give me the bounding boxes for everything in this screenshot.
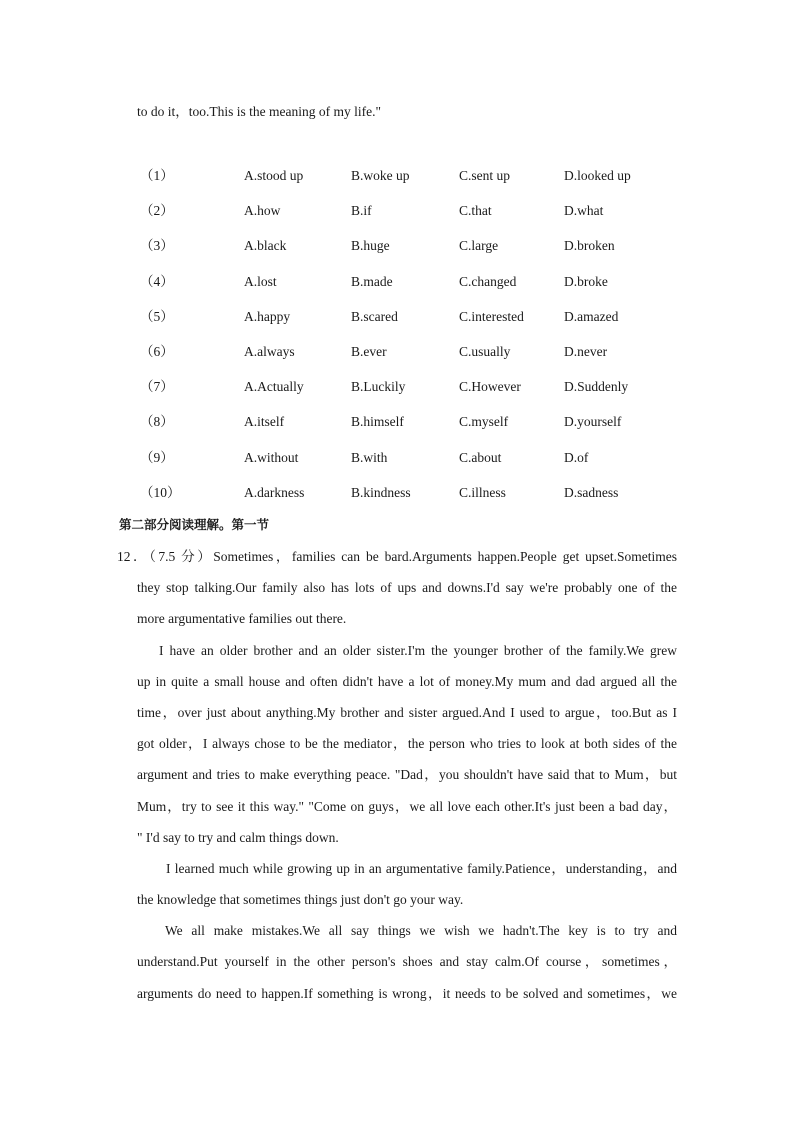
option-a: A.Actually — [244, 379, 304, 395]
option-b: B.if — [351, 203, 372, 219]
option-d: D.Suddenly — [564, 379, 629, 395]
passage-line: arguments do need to happen.If something is wrong，it needs to be solved and sometimes，we — [137, 985, 677, 1001]
option-number: （4） — [140, 273, 174, 289]
option-d: D.amazed — [564, 308, 619, 324]
reading-question-12 — [117, 547, 677, 1015]
option-b: B.with — [351, 449, 388, 465]
passage-line: I learned much while growing up in an argumentative family.Patience，understanding，and — [166, 860, 677, 876]
option-a: A.always — [244, 343, 295, 359]
passage-line: " I'd say to try and calm things down. — [137, 829, 339, 845]
option-b: B.woke up — [351, 168, 410, 183]
option-a: A.how — [244, 203, 281, 219]
option-b: B.scared — [351, 308, 398, 324]
option-c: C.illness — [459, 484, 506, 500]
option-d: D.never — [564, 343, 608, 359]
option-a: A.itself — [244, 414, 285, 430]
option-number: （5） — [140, 308, 174, 324]
option-b: B.made — [351, 273, 393, 289]
option-d: D.sadness — [564, 484, 619, 500]
passage-line: the knowledge that sometimes things just don't go your way. — [137, 892, 464, 908]
option-c: C.about — [459, 449, 502, 465]
option-number: （9） — [140, 449, 174, 465]
passage-line: Mum，try to see it this way." "Come on guys，we all love each other.It's just been a bad day， — [137, 798, 677, 814]
passage-closing-line: to do it，too.This is the meaning of my life." — [137, 104, 381, 119]
option-a: A.darkness — [244, 484, 305, 500]
option-b: B.ever — [351, 343, 387, 359]
option-row — [140, 236, 700, 271]
option-number: （10） — [140, 484, 181, 500]
option-d: D.broke — [564, 273, 608, 289]
option-a: A.lost — [244, 273, 277, 289]
option-d: D.of — [564, 449, 589, 465]
option-row — [140, 377, 700, 412]
option-row — [140, 166, 700, 201]
option-c: C.large — [459, 238, 499, 254]
option-row — [140, 307, 700, 342]
section-heading: 第二部分阅读理解。第一节 — [119, 517, 270, 532]
option-a: A.stood up — [244, 168, 304, 183]
option-c: C.that — [459, 203, 492, 219]
option-number: （3） — [140, 238, 174, 254]
option-row — [140, 201, 700, 236]
option-d: D.what — [564, 203, 604, 219]
passage-line: understand.Put yourself in the other person's shoes and stay calm.Of course，sometimes， — [137, 954, 677, 970]
option-number: （8） — [140, 414, 174, 430]
option-c: C.myself — [459, 414, 509, 430]
passage-line: more argumentative families out there. — [137, 611, 347, 627]
option-d: D.broken — [564, 238, 615, 254]
option-a: A.without — [244, 449, 299, 465]
option-number: （2） — [140, 203, 174, 219]
passage-line: got older，I always chose to be the mediator，the person who tries to look at both sides of the — [137, 736, 677, 752]
option-number: （7） — [140, 379, 174, 395]
option-c: C.However — [459, 379, 521, 395]
option-row — [140, 448, 700, 483]
option-number: （6） — [140, 343, 174, 359]
option-c: C.usually — [459, 343, 511, 359]
answer-options-table — [140, 166, 700, 518]
option-a: A.black — [244, 238, 287, 254]
option-d: D.yourself — [564, 414, 622, 430]
option-number: （1） — [140, 168, 174, 183]
passage-line: argument and tries to make everything peace. "Dad，you shouldn't have said that to Mum，but — [137, 767, 677, 783]
passage-line: We all make mistakes.We all say things we wish we hadn't.The key is to try and — [165, 923, 677, 939]
option-b: B.huge — [351, 238, 390, 254]
option-b: B.himself — [351, 414, 404, 430]
option-row — [140, 483, 700, 518]
option-c: C.sent up — [459, 168, 511, 183]
passage-line: time，over just about anything.My brother and sister argued.And I used to argue，too.But as I — [137, 704, 677, 720]
passage-line: up in quite a small house and often didn't have a lot of money.My mum and dad argued all the — [137, 673, 677, 689]
passage-line: they stop talking.Our family also has lots of ups and downs.I'd say we're probably one of the — [137, 580, 677, 596]
passage-line: I have an older brother and an older sister.I'm the younger brother of the family.We grew — [159, 642, 677, 658]
option-d: D.looked up — [564, 168, 631, 183]
option-row — [140, 272, 700, 307]
option-row — [140, 342, 700, 377]
option-row — [140, 412, 700, 447]
option-c: C.interested — [459, 308, 524, 324]
option-a: A.happy — [244, 308, 291, 324]
option-b: B.kindness — [351, 484, 411, 500]
option-b: B.Luckily — [351, 379, 406, 395]
passage-line: 12．（7.5 分）Sometimes，families can be bard.Arguments happen.People get upset.Sometimes — [117, 549, 677, 564]
option-c: C.changed — [459, 273, 517, 289]
